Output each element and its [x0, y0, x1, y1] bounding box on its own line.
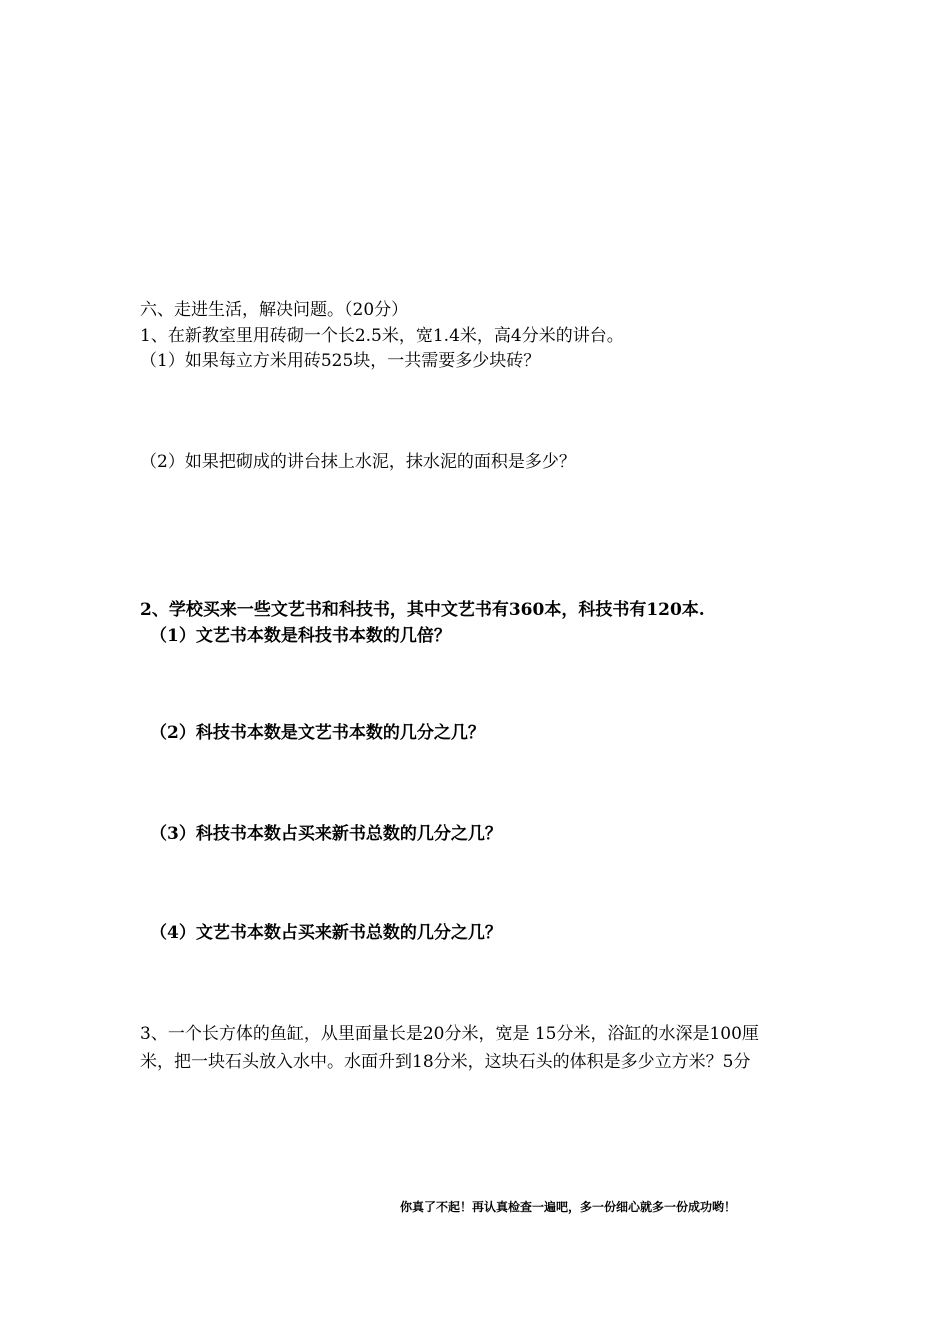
- question-2-part-1: （1）文艺书本数是科技书本数的几倍？: [150, 626, 451, 646]
- question-1-part-1: （1）如果每立方米用砖525块，一共需要多少块砖？: [140, 351, 541, 371]
- question-3-line-2: 米，把一块石头放入水中。水面升到18分米，这块石头的体积是多少立方米？5分: [140, 1052, 751, 1072]
- footer-encouragement: 你真了不起！再认真检查一遍吧，多一份细心就多一份成功哟！: [400, 1200, 737, 1214]
- section-heading: 六、走进生活，解决问题。（20分）: [140, 300, 409, 320]
- question-2-part-4: （4）文艺书本数占买来新书总数的几分之几？: [150, 923, 502, 943]
- question-1-part-2: （2）如果把砌成的讲台抹上水泥，抹水泥的面积是多少？: [140, 452, 576, 472]
- question-2-part-3: （3）科技书本数占买来新书总数的几分之几？: [150, 824, 502, 844]
- question-2-part-2: （2）科技书本数是文艺书本数的几分之几？: [150, 723, 485, 743]
- question-2-stem: 2、学校买来一些文艺书和科技书，其中文艺书有360本，科技书有120本.: [140, 600, 705, 620]
- question-3: [140, 1020, 812, 1076]
- question-1-stem: 1、在新教室里用砖砌一个长2.5米，宽1.4米，高4分米的讲台。: [140, 326, 624, 346]
- question-3-line-1: 3、一个长方体的鱼缸，从里面量长是20分米，宽是 15分米，浴缸的水深是100厘: [140, 1024, 759, 1044]
